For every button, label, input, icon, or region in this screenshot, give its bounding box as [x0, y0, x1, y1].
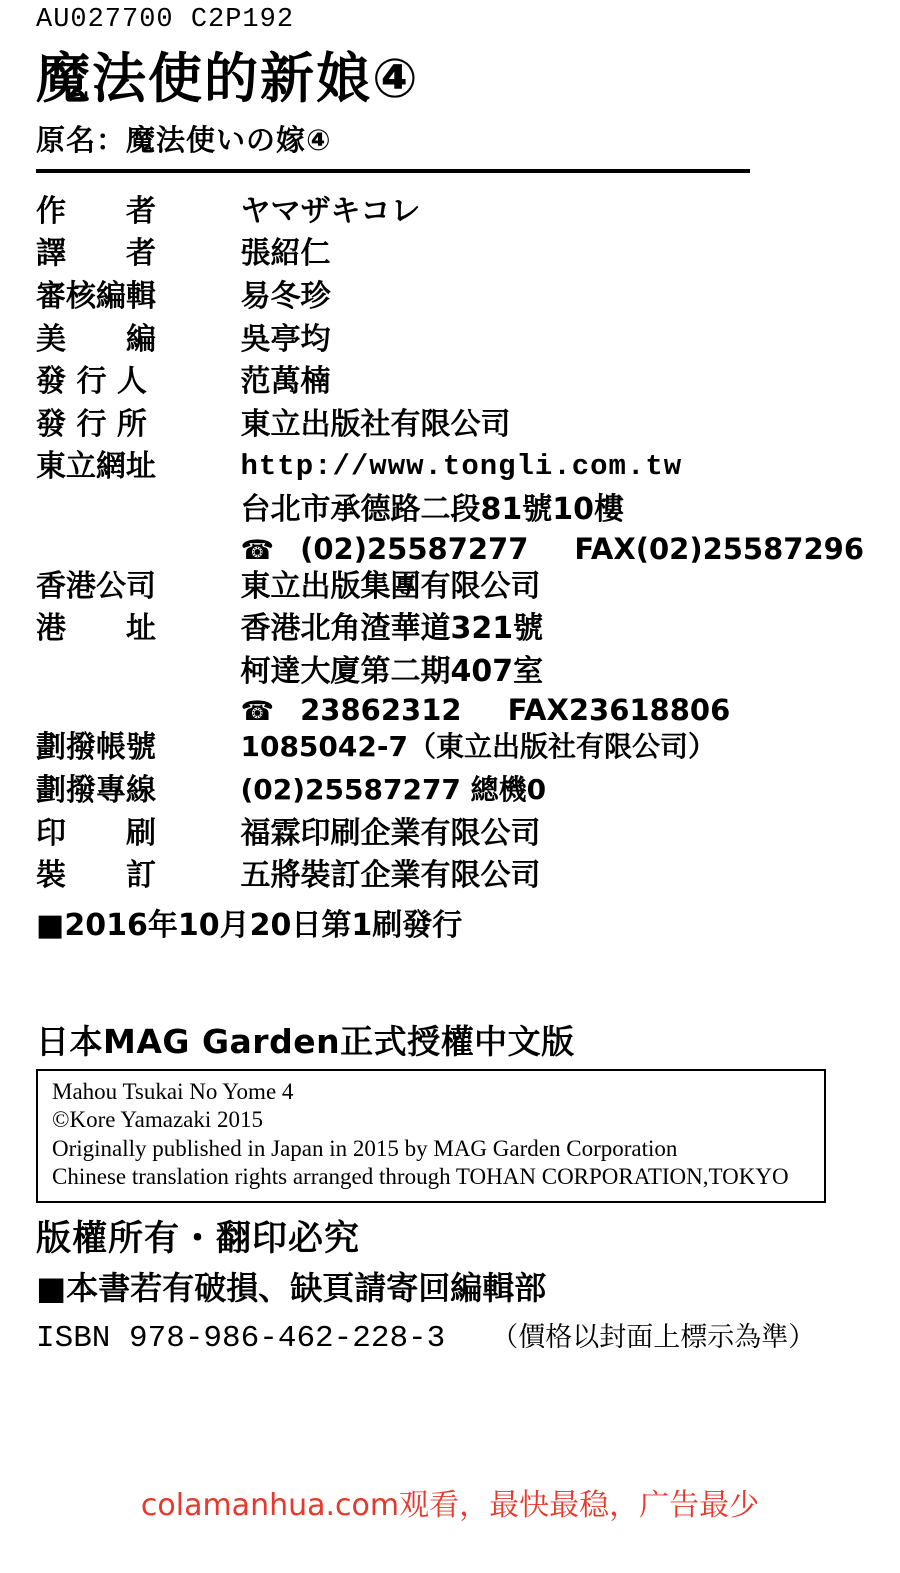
- credit-label: 美 編: [36, 321, 156, 357]
- license-title: 日本MAG Garden正式授權中文版: [36, 1021, 575, 1061]
- credit-value: 張紹仁: [240, 236, 331, 272]
- table-row: [36, 233, 864, 276]
- table-row: [36, 727, 864, 770]
- credit-value: 易冬珍: [240, 278, 331, 314]
- credit-value: 五將裝訂企業有限公司: [240, 858, 541, 894]
- original-title: 原名：魔法使いの嫁④: [36, 122, 332, 157]
- table-row: [36, 566, 864, 609]
- telephone-icon: ☎: [240, 696, 275, 728]
- fax-number: FAX(02)25587296: [574, 531, 864, 566]
- table-row: [36, 770, 864, 813]
- table-row: [36, 404, 864, 447]
- credit-label: 發 行 所: [36, 406, 147, 442]
- telephone-number: (02)25587277: [300, 531, 529, 566]
- hongkong-contact: [240, 693, 864, 727]
- credit-label: [36, 489, 240, 532]
- table-row: [36, 361, 864, 404]
- site-watermark: colamanhua.com观看，最快最稳，广告最少: [140, 1488, 760, 1523]
- license-line: Chinese translation rights arranged through TOHAN CORPORATION,TOKYO: [52, 1164, 789, 1190]
- credit-label: 印 刷: [36, 815, 156, 851]
- isbn-line: [36, 1315, 864, 1356]
- credit-value: ヤマザキコレ: [240, 193, 421, 229]
- credit-label: 劃撥帳號: [36, 730, 156, 766]
- license-line: ©Kore Yamazaki 2015: [52, 1107, 264, 1133]
- copyright-notice: 版權所有・翻印必究: [36, 1218, 361, 1259]
- credit-value: 東立出版社有限公司: [240, 406, 511, 442]
- table-row-phone: [36, 693, 864, 727]
- credit-value: 1085042-7（東立出版社有限公司）: [240, 730, 716, 764]
- table-row: [36, 319, 864, 362]
- publisher-address: 台北市承德路二段81號10樓: [240, 491, 624, 527]
- credit-label: 作 者: [36, 193, 156, 229]
- telephone-number: 23862312: [300, 693, 462, 728]
- table-row: [36, 191, 864, 234]
- credit-label: 劃撥專線: [36, 772, 156, 808]
- table-row: [36, 813, 864, 856]
- credits-table: [36, 191, 864, 898]
- taiwan-contact: [240, 532, 864, 566]
- credit-label: 港 址: [36, 611, 156, 647]
- credit-value: 吳亭均: [240, 321, 331, 357]
- print-date: ■2016年10月20日第1刷發行: [36, 907, 463, 943]
- page-title: 魔法使的新娘④: [36, 46, 420, 110]
- table-row: [36, 489, 864, 532]
- table-row: [36, 651, 864, 694]
- return-notice: ■本書若有破損、缺頁請寄回編輯部: [36, 1268, 547, 1307]
- credit-value: 范萬楠: [240, 364, 331, 400]
- credit-label: 裝 訂: [36, 858, 156, 894]
- credit-value: (02)25587277 總機0: [240, 772, 547, 806]
- credit-label: 發 行 人: [36, 364, 147, 400]
- license-line: Originally published in Japan in 2015 by MAG Garden Corporation: [52, 1135, 678, 1161]
- catalog-code: AU027700 C2P192: [36, 5, 295, 35]
- credit-value: 東立出版集團有限公司: [240, 568, 541, 604]
- credit-label: 香港公司: [36, 568, 156, 604]
- table-row-phone: [36, 532, 864, 566]
- hongkong-address-line2: 柯達大廈第二期407室: [240, 653, 544, 689]
- credit-value: 福霖印刷企業有限公司: [240, 815, 541, 851]
- license-box: [36, 1069, 826, 1203]
- credit-label: 譯 者: [36, 236, 156, 272]
- table-row: [36, 276, 864, 319]
- table-row: [36, 608, 864, 651]
- isbn-note: （價格以封面上標示為準）: [491, 1321, 816, 1353]
- telephone-icon: ☎: [240, 534, 275, 566]
- table-row: [36, 855, 864, 898]
- isbn-value: ISBN 978-986-462-228-3: [36, 1320, 446, 1356]
- credit-label: 東立網址: [36, 449, 156, 485]
- fax-number: FAX23618806: [507, 693, 731, 728]
- table-row: [36, 446, 864, 489]
- credit-value: 香港北角渣華道321號: [240, 611, 544, 647]
- publisher-website[interactable]: http://www.tongli.com.tw: [240, 450, 683, 484]
- license-line: Mahou Tsukai No Yome 4: [52, 1078, 294, 1104]
- credit-label: 審核編輯: [36, 278, 156, 314]
- title-divider: [36, 169, 750, 173]
